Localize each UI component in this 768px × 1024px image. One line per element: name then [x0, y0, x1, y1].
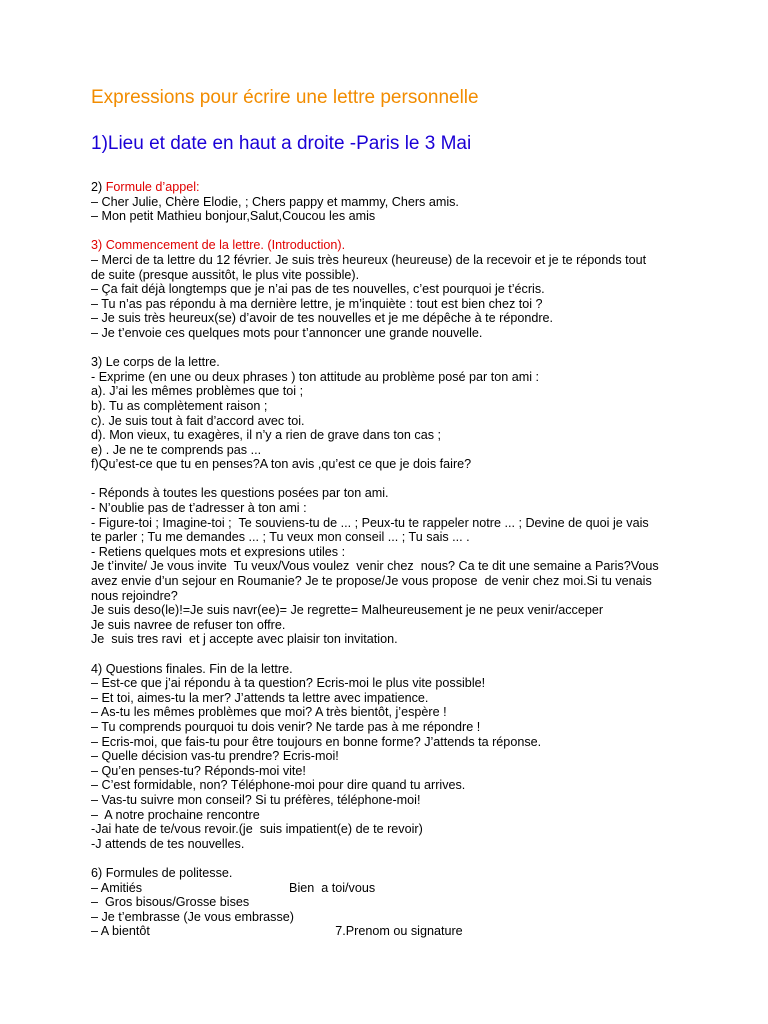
text-line: [91, 881, 691, 896]
text-line: [91, 238, 691, 253]
line-text: e) . Je ne te comprends pas ...: [91, 442, 262, 457]
text-line: [91, 253, 691, 268]
text-line: [91, 866, 691, 881]
line-text: – Mon petit Mathieu bonjour,Salut,Coucou les amis: [91, 209, 376, 224]
line-text: avez envie d’un sejour en Roumanie? Je te propose/Je vous propose de venir chez moi.Si tu venais: [91, 574, 652, 589]
text-line: [91, 574, 691, 589]
text-line: [91, 209, 691, 224]
text-line: [91, 603, 691, 618]
text-line: [91, 355, 691, 370]
line-text: – A notre prochaine rencontre: [91, 807, 260, 822]
line-text: – Cher Julie, Chère Elodie, ; Chers pappy et mammy, Chers amis.: [91, 194, 459, 209]
text-line: [91, 895, 691, 910]
line-text: – Vas-tu suivre mon conseil? Si tu préfères, téléphone-moi!: [91, 792, 421, 807]
line-text: – A bientôt 7.Prenom ou signature: [91, 924, 463, 939]
line-text: – Gros bisous/Grosse bises: [91, 895, 250, 910]
text-line: [91, 384, 691, 399]
section-gap: [91, 851, 691, 866]
text-line: [91, 268, 691, 283]
line-text: – Tu comprends pourquoi tu dois venir? Ne tarde pas à me répondre !: [91, 719, 481, 734]
text-line: [91, 414, 691, 429]
document-body: [91, 180, 691, 939]
line-text: – As-tu les mêmes problèmes que moi? A très bientôt, j’espère !: [91, 705, 447, 720]
text-line: [91, 370, 691, 385]
line-text: -Jai hate de te/vous revoir.(je suis impatient(e) de te revoir): [91, 822, 423, 837]
line-text: – Et toi, aimes-tu la mer? J’attends ta lettre avec impatience.: [91, 690, 429, 705]
section-gap: [91, 472, 691, 487]
text-line: [91, 618, 691, 633]
text-line: [91, 589, 691, 604]
line-text: c). Je suis tout à fait d’accord avec toi.: [91, 413, 305, 428]
line-text: de suite (presque aussitôt, le plus vite possible).: [91, 267, 360, 282]
text-line: [91, 793, 691, 808]
line-text: nous rejoindre?: [91, 588, 178, 603]
text-line: [91, 530, 691, 545]
line-prefix: 2): [91, 180, 106, 194]
line-text: Je t’invite/ Je vous invite Tu veux/Vous voulez venir chez nous? Ca te dit une semaine a Paris?Vous: [91, 559, 659, 574]
document-subtitle: 1)Lieu et date en haut a droite -Paris le 3 Mai: [91, 133, 472, 154]
line-text: - Réponds à toutes les questions posées par ton ami.: [91, 486, 389, 501]
text-line: [91, 676, 691, 691]
text-line: [91, 720, 691, 735]
line-text: 3) Le corps de la lettre.: [91, 355, 220, 370]
text-line: [91, 705, 691, 720]
text-line: [91, 691, 691, 706]
text-line: [91, 764, 691, 779]
document-title: Expressions pour écrire une lettre personnelle: [91, 87, 479, 108]
section: [91, 180, 691, 224]
line-text: – Je t’envoie ces quelques mots pour t’annoncer une grande nouvelle.: [91, 325, 483, 340]
text-line: [91, 180, 691, 195]
text-line: [91, 559, 691, 574]
line-text: f)Qu’est-ce que tu en penses?A ton avis ,qu’est ce que je dois faire?: [91, 457, 472, 472]
line-text: – Amitiés Bien a toi/vous: [91, 880, 376, 895]
text-line: [91, 808, 691, 823]
text-line: [91, 297, 691, 312]
text-line: [91, 501, 691, 516]
line-text: b). Tu as complètement raison ;: [91, 398, 268, 413]
line-text: – Merci de ta lettre du 12 février. Je suis très heureux (heureuse) de la recevoir et je te réponds tout: [91, 252, 647, 267]
line-text: te parler ; Tu me demandes ... ; Tu veux mon conseil ... ; Tu sais ... .: [91, 530, 470, 545]
text-line: [91, 326, 691, 341]
line-text: - Figure-toi ; Imagine-toi ; Te souviens-tu de ... ; Peux-tu te rappeler notre ... ; Devine de quoi je vais: [91, 515, 649, 530]
text-line: [91, 632, 691, 647]
line-text: – Je suis très heureux(se) d’avoir de tes nouvelles et je me dépêche à te répondre.: [91, 311, 554, 326]
line-text: - N’oublie pas de t’adresser à ton ami :: [91, 501, 307, 516]
text-line: [91, 457, 691, 472]
line-text: - Exprime (en une ou deux phrases ) ton attitude au problème posé par ton ami :: [91, 369, 540, 384]
line-text: – Tu n’as pas répondu à ma dernière lettre, je m’inquiète : tout est bien chez toi ?: [91, 296, 543, 311]
line-text: – Je t’embrasse (Je vous embrasse): [91, 909, 294, 924]
line-text: Je suis navree de refuser ton offre.: [91, 617, 286, 632]
section-gap: [91, 647, 691, 662]
line-text: – Ça fait déjà longtemps que je n’ai pas de tes nouvelles, c’est pourquoi je t’écris.: [91, 282, 545, 297]
text-line: [91, 516, 691, 531]
heading-red-text: 3) Commencement de la lettre. (Introduction).: [91, 238, 346, 253]
text-line: [91, 428, 691, 443]
text-line: [91, 443, 691, 458]
text-line: [91, 822, 691, 837]
line-text: – Est-ce que j’ai répondu à ta question? Ecris-moi le plus vite possible!: [91, 676, 486, 691]
line-text: – Quelle décision vas-tu prendre? Ecris-moi!: [91, 749, 339, 764]
text-line: [91, 662, 691, 677]
text-line: [91, 837, 691, 852]
text-line: [91, 924, 691, 939]
section: [91, 662, 691, 852]
section: [91, 355, 691, 472]
line-text: – Ecris-moi, que fais-tu pour être toujours en bonne forme? J’attends ta réponse.: [91, 734, 542, 749]
line-text: Je suis tres ravi et j accepte avec plaisir ton invitation.: [91, 632, 398, 647]
text-line: [91, 735, 691, 750]
section-gap: [91, 224, 691, 239]
line-text: a). J’ai les mêmes problèmes que toi ;: [91, 384, 304, 399]
text-line: [91, 778, 691, 793]
text-line: [91, 545, 691, 560]
line-text: – Qu’en penses-tu? Réponds-moi vite!: [91, 763, 306, 778]
section-gap: [91, 341, 691, 356]
text-line: [91, 486, 691, 501]
text-line: [91, 910, 691, 925]
line-text: 4) Questions finales. Fin de la lettre.: [91, 661, 293, 676]
line-text: d). Mon vieux, tu exagères, il n’y a rien de grave dans ton cas ;: [91, 428, 442, 443]
line-text: - Retiens quelques mots et expresions utiles :: [91, 544, 346, 559]
line-text: Je suis deso(le)!=Je suis navr(ee)= Je regrette= Malheureusement je ne peux venir/acceper: [91, 603, 604, 618]
text-line: [91, 282, 691, 297]
section: [91, 866, 691, 939]
text-line: [91, 195, 691, 210]
line-text: 6) Formules de politesse.: [91, 865, 233, 880]
section: [91, 238, 691, 340]
text-line: [91, 311, 691, 326]
text-line: [91, 399, 691, 414]
heading-red-text: Formule d’appel:: [105, 180, 200, 194]
line-text: – C’est formidable, non? Téléphone-moi pour dire quand tu arrives.: [91, 778, 466, 793]
section: [91, 486, 691, 647]
text-line: [91, 749, 691, 764]
line-text: -J attends de tes nouvelles.: [91, 836, 245, 851]
